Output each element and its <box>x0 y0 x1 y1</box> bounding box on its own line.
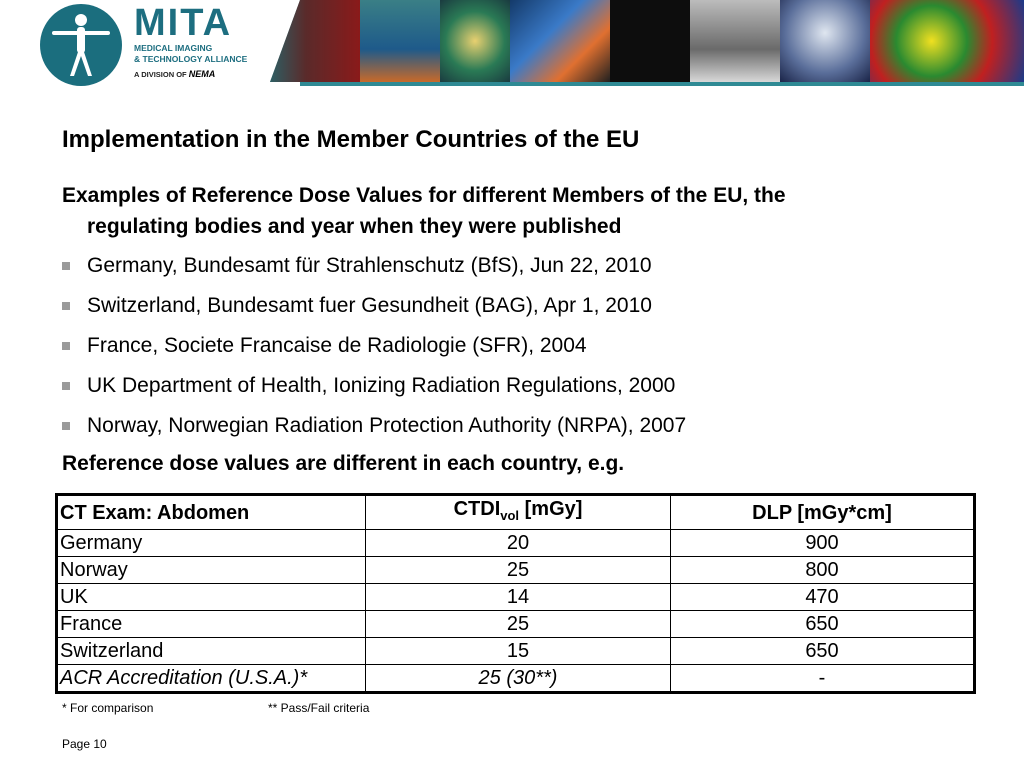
intro-line-1: Examples of Reference Dose Values for different Members of the EU, the <box>62 184 786 207</box>
table-row <box>57 584 975 611</box>
bullet-text: France, Societe Francaise de Radiologie (SFR), 2004 <box>87 334 587 357</box>
banner-image-7 <box>780 0 870 82</box>
cell-ctdi: 15 <box>366 638 671 665</box>
bullet-text: Switzerland, Bundesamt fuer Gesundheit (BAG), Apr 1, 2010 <box>87 294 652 317</box>
bullet-square-icon <box>62 382 70 390</box>
cell-ctdi: 25 <box>366 557 671 584</box>
cell-ctdi: 25 <box>366 611 671 638</box>
page-number: Page 10 <box>62 737 107 751</box>
header-ctdi-main: CTDI <box>453 498 501 520</box>
vitruvian-figure-icon <box>40 4 122 86</box>
cell-country: France <box>57 611 366 638</box>
cell-country: Germany <box>57 530 366 557</box>
dose-table <box>55 493 976 694</box>
logo-title: MITA <box>134 2 233 44</box>
table-row <box>57 611 975 638</box>
header-banner <box>0 0 1024 88</box>
header-exam: CT Exam: Abdomen <box>57 495 366 530</box>
mita-logo <box>0 0 300 88</box>
division-prefix: A DIVISION OF <box>134 70 187 79</box>
table-row <box>57 557 975 584</box>
cell-ctdi: 25 (30**) <box>366 665 671 693</box>
division-label <box>134 69 215 79</box>
banner-image-5 <box>610 0 690 82</box>
cell-dlp: 800 <box>671 557 975 584</box>
header-dlp: DLP [mGy*cm] <box>671 495 975 530</box>
bullet-square-icon <box>62 262 70 270</box>
bullet-text: Germany, Bundesamt für Strahlenschutz (BfS), Jun 22, 2010 <box>87 254 652 277</box>
cell-dlp: 470 <box>671 584 975 611</box>
cell-ctdi: 20 <box>366 530 671 557</box>
slide-title: Implementation in the Member Countries of the EU <box>62 126 640 153</box>
list-item <box>62 370 686 410</box>
intro-line-2: regulating bodies and year when they were published <box>87 215 622 238</box>
cell-country: Norway <box>57 557 366 584</box>
bullet-square-icon <box>62 302 70 310</box>
cell-ctdi: 14 <box>366 584 671 611</box>
bullet-text: Norway, Norwegian Radiation Protection Authority (NRPA), 2007 <box>87 414 687 437</box>
intro-text <box>62 180 962 242</box>
banner-image-6 <box>690 0 780 82</box>
bullet-square-icon <box>62 342 70 350</box>
bullet-text: UK Department of Health, Ionizing Radiation Regulations, 2000 <box>87 374 676 397</box>
cell-country: UK <box>57 584 366 611</box>
logo-subtitle-line1: MEDICAL IMAGING <box>134 43 213 53</box>
logo-subtitle <box>134 43 284 65</box>
list-item <box>62 410 686 450</box>
footnote-comparison: * For comparison <box>62 701 154 715</box>
cell-dlp: 650 <box>671 611 975 638</box>
banner-image-2 <box>360 0 440 82</box>
banner-image-4 <box>510 0 610 82</box>
medical-imagery-banner <box>270 0 1024 82</box>
nema-logo: NEMA <box>188 69 216 79</box>
cell-country: Switzerland <box>57 638 366 665</box>
cell-dlp: 900 <box>671 530 975 557</box>
table-row <box>57 665 975 693</box>
comparison-note: Reference dose values are different in each country, e.g. <box>62 452 625 475</box>
table-row <box>57 638 975 665</box>
header-ctdi <box>366 495 671 530</box>
list-item <box>62 290 686 330</box>
cell-dlp: 650 <box>671 638 975 665</box>
table-header-row <box>57 495 975 530</box>
footnote-pass-fail: ** Pass/Fail criteria <box>268 701 370 715</box>
cell-dlp: - <box>671 665 975 693</box>
list-item <box>62 250 686 290</box>
banner-image-8 <box>870 0 1024 82</box>
bullet-list <box>62 250 686 450</box>
table-row <box>57 530 975 557</box>
cell-country: ACR Accreditation (U.S.A.)* <box>57 665 366 693</box>
logo-subtitle-line2: & TECHNOLOGY ALLIANCE <box>134 54 248 64</box>
header-ctdi-sub: vol <box>500 508 520 523</box>
banner-image-3 <box>440 0 510 82</box>
bullet-square-icon <box>62 422 70 430</box>
header-ctdi-unit: [mGy] <box>519 498 583 520</box>
banner-stripe <box>300 82 1024 86</box>
list-item <box>62 330 686 370</box>
